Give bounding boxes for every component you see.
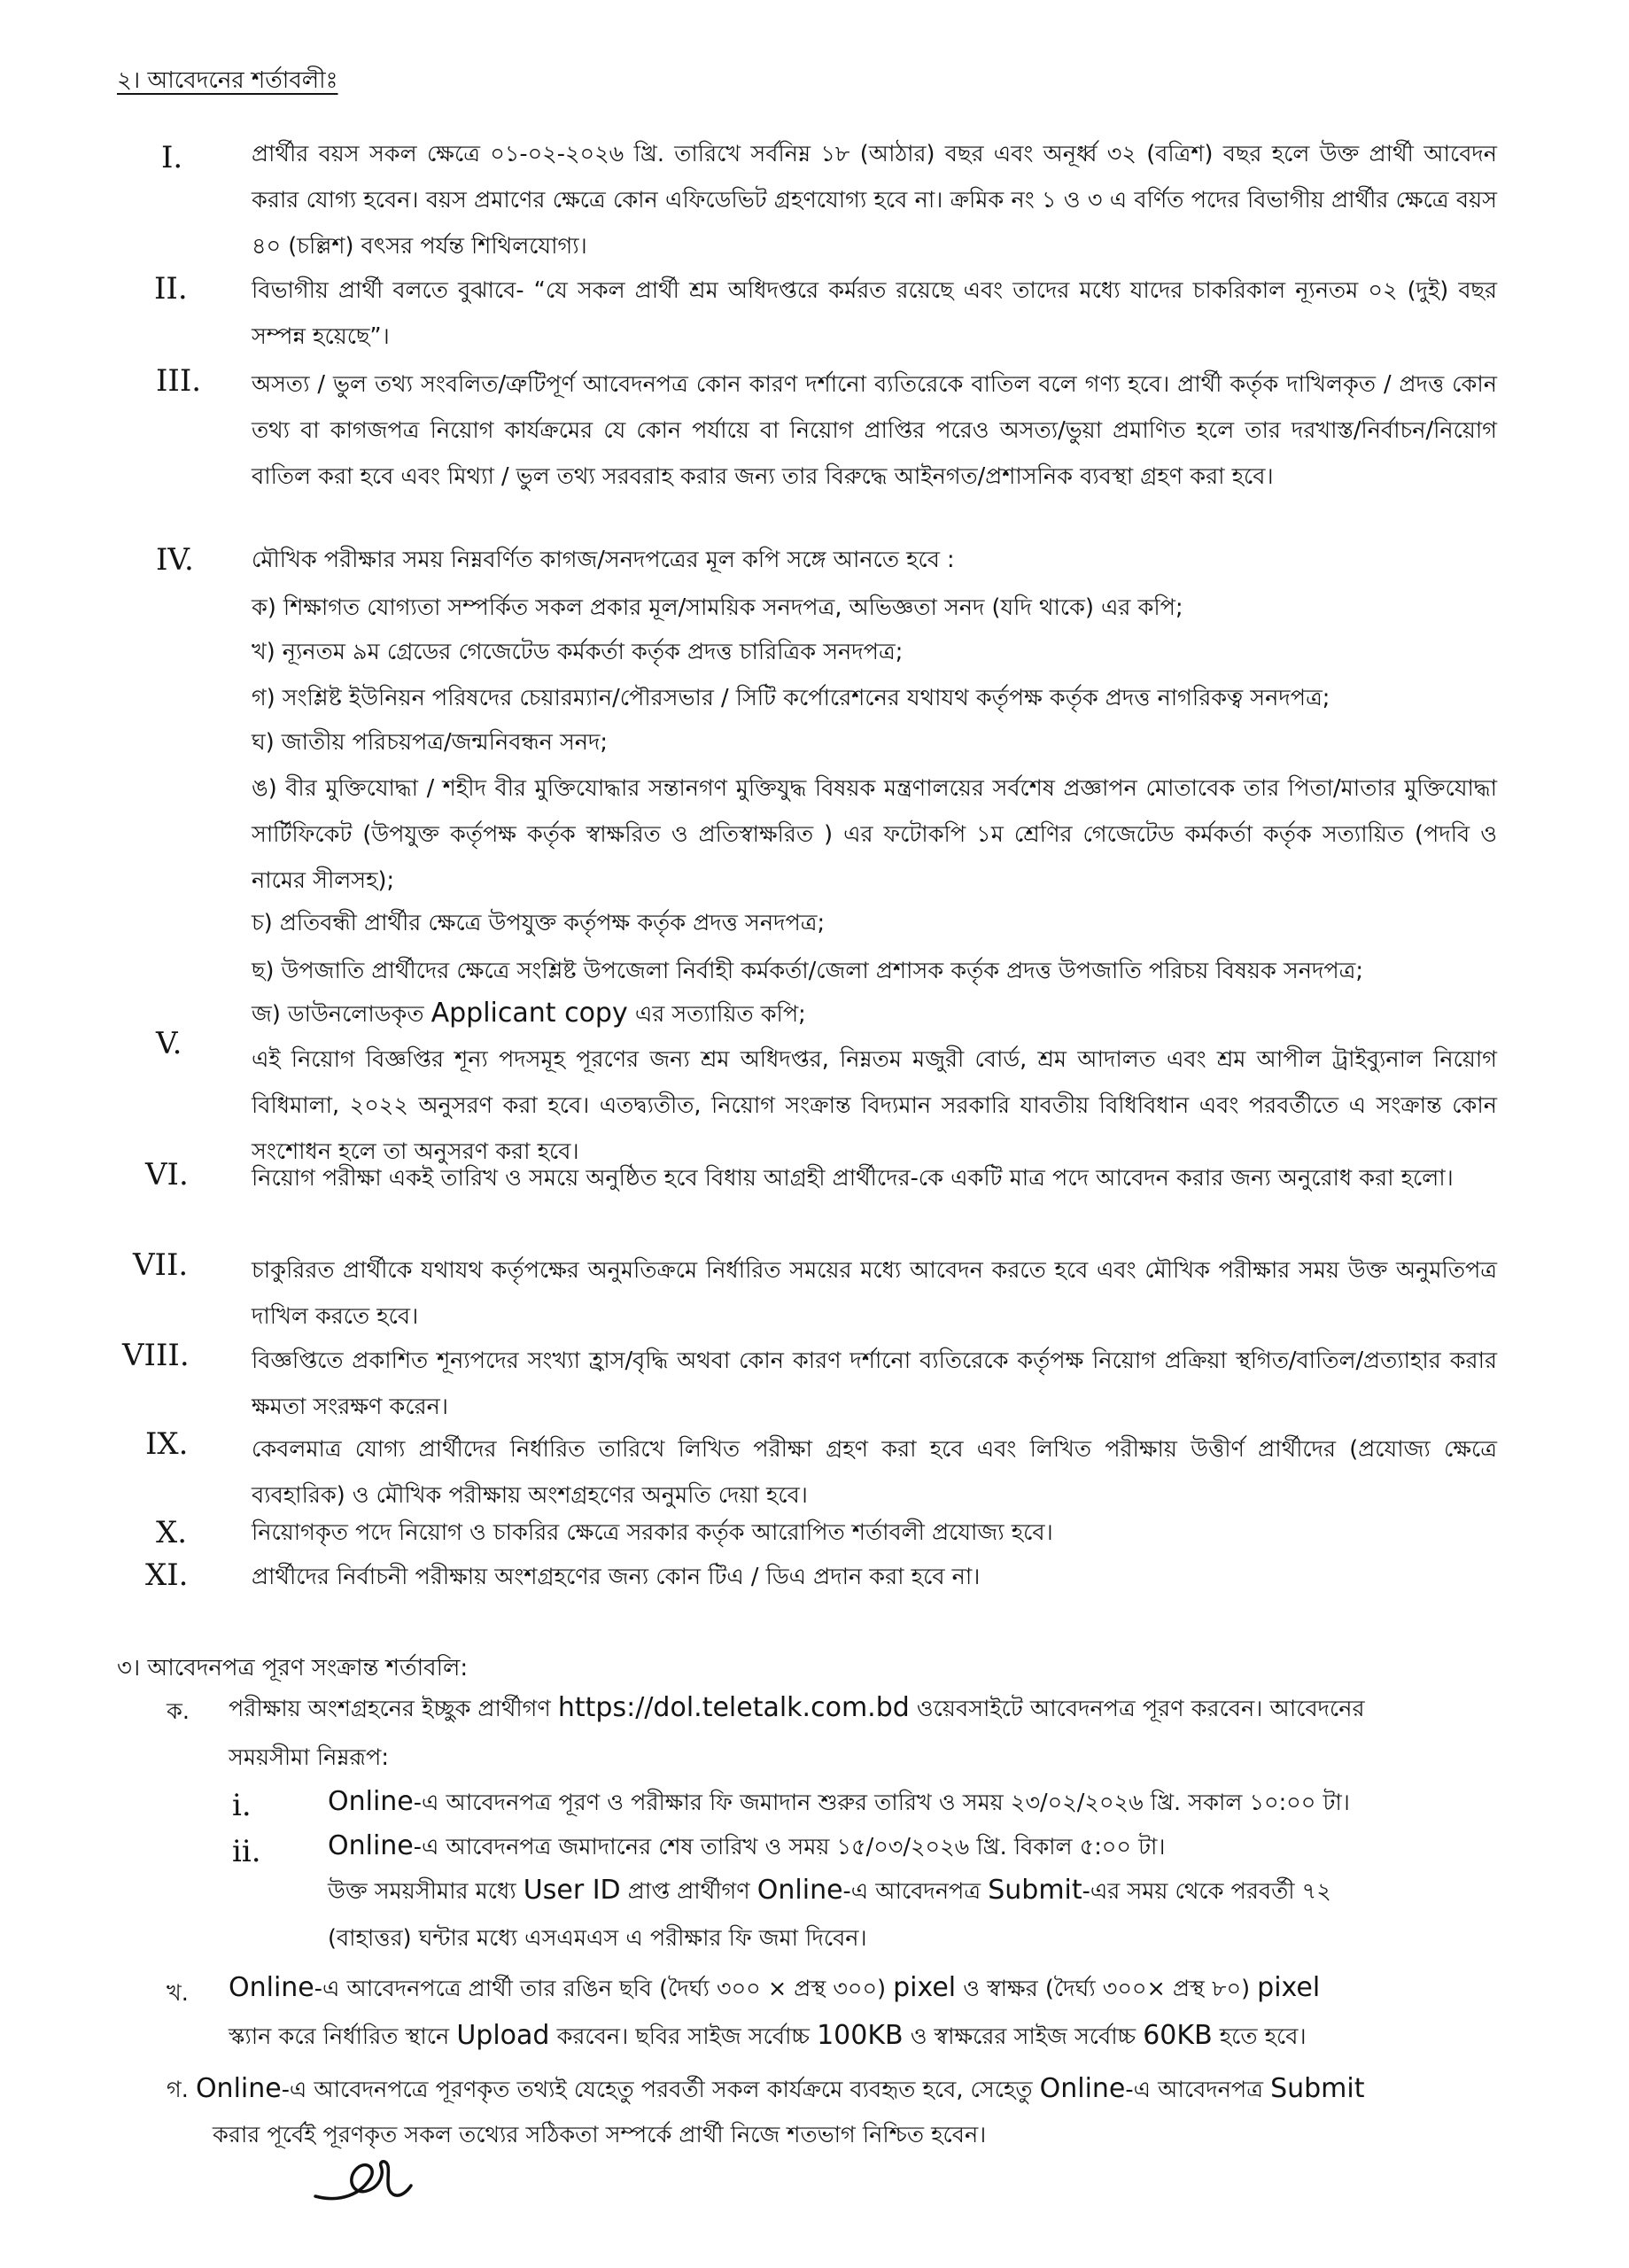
sub-item-body: -এ আবেদনপত্র জমাদানের শেষ তারিখ ও সময় ১৫/০৩/২০২৬ খ্রি. বিকাল ৫:০০ টা। bbox=[413, 1834, 1166, 1860]
item-number: IV. bbox=[156, 542, 194, 578]
sub-item-text bbox=[328, 1786, 1350, 1819]
item-number: II. bbox=[154, 271, 188, 307]
clause-text: ও স্বাক্ষরের সাইজ সর্বোচ্চ bbox=[910, 2023, 1136, 2050]
clause-ka-line-2: সময়সীমা নিম্নরূপ: bbox=[229, 1744, 389, 1771]
sub-item-text bbox=[328, 1830, 1165, 1863]
item-number: VI. bbox=[145, 1157, 189, 1192]
document-item: ক) শিক্ষাগত যোগ্যতা সম্পর্কিত সকল প্রকার মূল/সাময়িক সনদপত্র, অভিজ্ঞতা সনদ (যদি থাকে) এর কপি; bbox=[252, 594, 1183, 621]
item-number: I. bbox=[161, 140, 183, 175]
document-item: ঘ) জাতীয় পরিচয়পত্র/জন্মনিবন্ধন সনদ; bbox=[252, 729, 609, 756]
clause-ga-line-1 bbox=[167, 2073, 1364, 2106]
submit-text: Submit bbox=[988, 1875, 1082, 1906]
item-text: অসত্য / ভুল তথ্য সংবলিত/ত্রুটিপূর্ণ আবেদনপত্র কোন কারণ দর্শানো ব্যতিরেকে বাতিল বলে গণ্য হবে। প্রার্থী কর্তৃক দাখিলকৃত / প্রদত্ত কোন তথ্য বা কাগজপত্র নিয়োগ কার্যক্রমের যে কোন পর্যায়ে বা নিয়োগ প্রাপ্তির পরেও অসত্য/ভুয়া প্রমাণিত হলে তার দরখাস্ত/নির্বাচন/নিয়োগ বাতিল করা হবে এবং মিথ্যা / ভুল তথ্য সরবরাহ করার জন্য তার বিরুদ্ধে আইনগত/প্রশাসনিক ব্যবস্থা গ্রহণ করা হবে। bbox=[252, 371, 1497, 490]
clause-text: ওয়েবসাইটে আবেদনপত্র পূরণ করবেন। আবেদনের bbox=[916, 1696, 1365, 1722]
document-item bbox=[252, 998, 806, 1030]
applicant-copy-text: Applicant copy bbox=[431, 998, 628, 1029]
item-text: প্রার্থীর বয়স সকল ক্ষেত্রে ০১-০২-২০২৬ খ্রি. তারিখে সর্বনিম্ন ১৮ (আঠার) বছর এবং অনূর্ধ্ব ৩২ (বত্রিশ) বছর হলে উক্ত প্রার্থী আবেদন করার যোগ্য হবেন। বয়স প্রমাণের ক্ষেত্রে কোন এফিডেভিট গ্রহণযোগ্য হবে না। ক্রমিক নং ১ ও ৩ এ বর্ণিত পদের বিভাগীয় প্রার্থীর ক্ষেত্রে বয়স ৪০ (চল্লিশ) বৎসর পর্যন্ত শিথিলযোগ্য। bbox=[252, 141, 1497, 260]
section-3-heading: ৩। আবেদনপত্র পূরণ সংক্রান্ত শর্তাবলি: bbox=[117, 1655, 469, 1682]
clause-text: হতে হবে। bbox=[1219, 2023, 1307, 2050]
clause-ga-line-2: করার পূর্বেই পূরণকৃত সকল তথ্যের সঠিকতা সম্পর্কে প্রার্থী নিজে শতভাগ নিশ্চিত হবেন। bbox=[213, 2122, 987, 2148]
clause-text: পরীক্ষায় অংশগ্রহনের ইচ্ছুক প্রার্থীগণ bbox=[229, 1696, 551, 1722]
item-number: V. bbox=[156, 1026, 182, 1061]
clause-kha-line-1 bbox=[229, 1972, 1320, 2005]
item-text: এই নিয়োগ বিজ্ঞপ্তির শূন্য পদসমূহ পূরণের জন্য শ্রম অধিদপ্তর, নিম্নতম মজুরী বোর্ড, শ্রম আদালত এবং শ্রম আপীল ট্রাইব্যুনাল নিয়োগ বিধিমালা, ২০২২ অনুসরণ করা হবে। এতদ্ব্যতীত, নিয়োগ সংক্রান্ত বিদ্যমান সরকারি যাবতীয় বিধিবিধান এবং পরবর্তীতে এ সংক্রান্ত কোন সংশোধন হলে তা অনুসরণ করা হবে। bbox=[252, 1046, 1497, 1165]
pixel-text: pixel bbox=[1257, 1972, 1321, 2003]
item-text: নিয়োগ পরীক্ষা একই তারিখ ও সময়ে অনুষ্ঠিত হবে বিধায় আগ্রহী প্রার্থীদের-কে একটি মাত্র পদে আবেদন করার জন্য অনুরোধ করা হলো। bbox=[252, 1165, 1454, 1192]
submit-text: Submit bbox=[1270, 2073, 1365, 2104]
clause-label: ক. bbox=[167, 1698, 190, 1725]
clause-text: স্ক্যান করে নির্ধারিত স্থানে bbox=[229, 2023, 450, 2050]
clause-text: করবেন। ছবির সাইজ সর্বোচ্চ bbox=[556, 2023, 810, 2050]
signature-size-text: 60KB bbox=[1143, 2020, 1213, 2051]
note-text: প্রাপ্ত প্রার্থীগণ bbox=[627, 1878, 750, 1905]
online-text: Online bbox=[1039, 2073, 1126, 2104]
clause-text: -এ আবেদনপত্রে পূরণকৃত তথ্যই যেহেতু পরবর্তী সকল কার্যক্রমে ব্যবহৃত হবে, সেহেতু bbox=[281, 2077, 1033, 2103]
sub-item-note-line-2: (বাহাত্তর) ঘন্টার মধ্যে এসএমএস এ পরীক্ষার ফি জমা দিবেন। bbox=[328, 1925, 867, 1952]
upload-text: Upload bbox=[456, 2020, 550, 2051]
item-text: চাকুরিরত প্রার্থীকে যথাযথ কর্তৃপক্ষের অনুমতিক্রমে নির্ধারিত সময়ের মধ্যে আবেদন করতে হবে এবং মৌখিক পরীক্ষার সময় উক্ত অনুমতিপত্র দাখিল করতে হবে। bbox=[252, 1257, 1497, 1330]
item-number: VIII. bbox=[122, 1338, 190, 1373]
signature bbox=[308, 2140, 415, 2210]
online-text: Online bbox=[195, 2073, 282, 2104]
item-text: বিজ্ঞপ্তিতে প্রকাশিত শূন্যপদের সংখ্যা হ্রাস/বৃদ্ধি অথবা কোন কারণ দর্শানো ব্যতিরেকে কর্তৃপক্ষ নিয়োগ প্রক্রিয়া স্থগিত/বাতিল/প্রত্যাহার করার ক্ষমতা সংরক্ষণ করেন। bbox=[252, 1348, 1497, 1420]
note-text: -এর সময় থেকে পরবর্তী ৭২ bbox=[1082, 1878, 1331, 1905]
item-text: বিভাগীয় প্রার্থী বলতে বুঝাবে- “যে সকল প্রার্থী শ্রম অধিদপ্তরে কর্মরত রয়েছে এবং তাদের মধ্যে যাদের চাকরিকাল ন্যূনতম ০২ (দুই) বছর সম্পন্ন হয়েছে”। bbox=[252, 277, 1497, 350]
online-text: Online bbox=[756, 1875, 843, 1906]
item-number: III. bbox=[156, 363, 202, 399]
user-id-text: User ID bbox=[523, 1875, 621, 1906]
item-text: কেবলমাত্র যোগ্য প্রার্থীদের নির্ধারিত তারিখে লিখিত পরীক্ষা গ্রহণ করা হবে এবং লিখিত পরীক্ষায় উত্তীর্ণ প্রার্থীদের (প্রযোজ্য ক্ষেত্রে ব্যবহারিক) ও মৌখিক পরীক্ষায় অংশগ্রহণের অনুমতি দেয়া হবে। bbox=[252, 1436, 1497, 1509]
online-text: Online bbox=[328, 1830, 414, 1861]
item-text: প্রার্থীদের নির্বাচনী পরীক্ষায় অংশগ্রহণের জন্য কোন টিএ / ডিএ প্রদান করা হবে না। bbox=[252, 1564, 981, 1590]
clause-text: ও স্বাক্ষর (দৈর্ঘ্য ৩০০× প্রস্থ ৮০) bbox=[963, 1976, 1251, 2002]
document-item: চ) প্রতিবন্ধী প্রার্থীর ক্ষেত্রে উপযুক্ত কর্তৃপক্ষ কর্তৃক প্রদত্ত সনদপত্র; bbox=[252, 910, 826, 936]
website-url: https://dol.teletalk.com.bd bbox=[557, 1692, 910, 1723]
clause-text: -এ আবেদনপত্রে প্রার্থী তার রঙিন ছবি (দৈর্ঘ্য ৩০০ × প্রস্থ ৩০০) bbox=[314, 1976, 887, 2002]
clause-kha-line-2 bbox=[229, 2020, 1307, 2053]
sub-item-body: -এ আবেদনপত্র পূরণ ও পরীক্ষার ফি জমাদান শুরুর তারিখ ও সময় ২৩/০২/২০২৬ খ্রি. সকাল ১০:০০ টা। bbox=[413, 1790, 1350, 1816]
item-number: XI. bbox=[145, 1557, 189, 1593]
document-item-suffix: এর সত্যায়িত কপি; bbox=[634, 1001, 806, 1028]
sub-item-number: ii. bbox=[232, 1834, 261, 1869]
clause-label: গ. bbox=[167, 2077, 189, 2103]
item-number: IX. bbox=[145, 1426, 189, 1462]
clause-label: খ. bbox=[167, 1980, 189, 2007]
note-text: -এ আবেদনপত্র bbox=[842, 1878, 981, 1905]
item-text: নিয়োগকৃত পদে নিয়োগ ও চাকরির ক্ষেত্রে সরকার কর্তৃক আরোপিত শর্তাবলী প্রযোজ্য হবে। bbox=[252, 1519, 1053, 1546]
document-item: গ) সংশ্লিষ্ট ইউনিয়ন পরিষদের চেয়ারম্যান/পৌরসভার / সিটি কর্পোরেশনের যথাযথ কর্তৃপক্ষ কর্তৃক প্রদত্ত নাগরিকত্ব সনদপত্র; bbox=[252, 685, 1330, 711]
item-number: X. bbox=[156, 1515, 188, 1550]
document-item: ছ) উপজাতি প্রার্থীদের ক্ষেত্রে সংশ্লিষ্ট উপজেলা নির্বাহী কর্মকর্তা/জেলা প্রশাসক কর্তৃক প্রদত্ত উপজাতি পরিচয় বিষয়ক সনদপত্র; bbox=[252, 958, 1363, 984]
item-text: মৌখিক পরীক্ষার সময় নিম্নবর্ণিত কাগজ/সনদপত্রের মূল কপি সঙ্গে আনতে হবে : bbox=[252, 547, 955, 573]
document-item: ঙ) বীর মুক্তিযোদ্ধা / শহীদ বীর মুক্তিযোদ্ধার সন্তানগণ মুক্তিযুদ্ধ বিষয়ক মন্ত্রণালয়ের সর্বশেষ প্রজ্ঞাপন মোতাবেক তার পিতা/মাতার মুক্তিযোদ্ধা সার্টিফিকেট (উপযুক্ত কর্তৃপক্ষ কর্তৃক স্বাক্ষরিত ও প্রতিস্বাক্ষরিত ) এর ফটোকপি ১ম শ্রেণির গেজেটেড কর্মকর্তা কর্তৃক সত্যায়িত (পদবি ও নামের সীলসহ); bbox=[252, 775, 1497, 894]
item-number: VII. bbox=[133, 1247, 189, 1283]
document-item-prefix: জ) ডাউনলোডকৃত bbox=[252, 1001, 424, 1028]
online-text: Online bbox=[229, 1972, 314, 2003]
sub-item-number: i. bbox=[232, 1788, 252, 1823]
sub-item-note bbox=[328, 1875, 1331, 1907]
note-text: উক্ত সময়সীমার মধ্যে bbox=[328, 1878, 516, 1905]
document-item: খ) ন্যূনতম ৯ম গ্রেডের গেজেটেড কর্মকর্তা কর্তৃক প্রদত্ত চারিত্রিক সনদপত্র; bbox=[252, 639, 904, 665]
clause-text: -এ আবেদনপত্র bbox=[1125, 2077, 1263, 2103]
section-2-heading: ২। আবেদনের শর্তাবলীঃ bbox=[117, 67, 338, 94]
photo-size-text: 100KB bbox=[817, 2020, 904, 2051]
pixel-text: pixel bbox=[893, 1972, 957, 2003]
online-text: Online bbox=[328, 1786, 414, 1817]
clause-ka-line-1 bbox=[229, 1692, 1365, 1725]
